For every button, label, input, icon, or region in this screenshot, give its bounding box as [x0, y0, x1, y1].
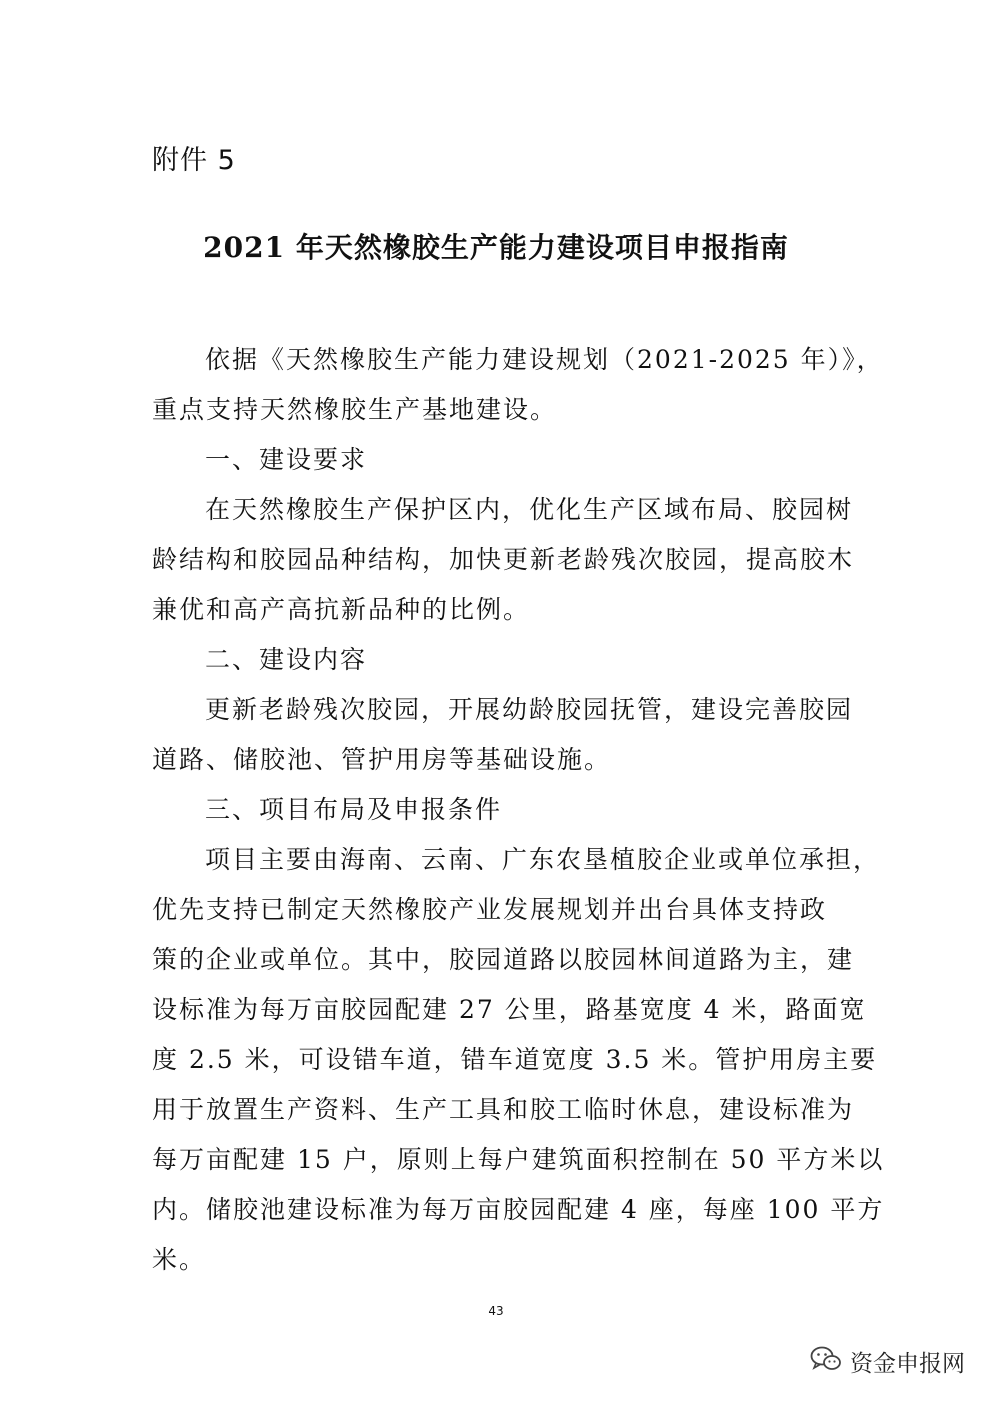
intro-line-2: 重点支持天然橡胶生产基地建设。: [152, 395, 558, 424]
wechat-icon: [810, 1345, 842, 1377]
section-1-heading: 一、建设要求: [205, 445, 368, 474]
section-3-line: 每万亩配建 15 户，原则上每户建筑面积控制在 50 平方米以: [152, 1145, 885, 1174]
section-2-heading: 二、建设内容: [205, 645, 368, 674]
document-title: 2021 年天然橡胶生产能力建设项目申报指南: [203, 231, 789, 264]
section-2-line: 更新老龄残次胶园，开展幼龄胶园抚管，建设完善胶园: [205, 695, 854, 724]
section-3-line: 度 2.5 米，可设错车道，错车道宽度 3.5 米。管护用房主要: [152, 1045, 878, 1074]
section-3-line: 内。储胶池建设标准为每万亩胶园配建 4 座，每座 100 平方: [152, 1195, 885, 1224]
attachment-label: 附件 5: [152, 145, 236, 176]
section-1-line: 在天然橡胶生产保护区内，优化生产区域布局、胶园树: [205, 495, 854, 524]
section-1-line: 兼优和高产高抗新品种的比例。: [152, 595, 531, 624]
section-3-line: 米。: [152, 1245, 207, 1274]
page-number: 43: [488, 1304, 504, 1318]
section-3-line: 优先支持已制定天然橡胶产业发展规划并出台具体支持政: [152, 895, 828, 924]
section-3-line: 设标准为每万亩胶园配建 27 公里，路基宽度 4 米，路面宽: [152, 995, 867, 1024]
section-2-line: 道路、储胶池、管护用房等基础设施。: [152, 745, 612, 774]
intro-line-1: 依据《天然橡胶生产能力建设规划（2021-2025 年）》，: [205, 345, 884, 374]
section-1-line: 龄结构和胶园品种结构，加快更新老龄残次胶园，提高胶木: [152, 545, 855, 574]
watermark-text: 资金申报网: [850, 1350, 965, 1377]
section-3-line: 策的企业或单位。其中，胶园道路以胶园林间道路为主，建: [152, 945, 855, 974]
section-3-heading: 三、项目布局及申报条件: [205, 795, 503, 824]
section-3-line: 项目主要由海南、云南、广东农垦植胶企业或单位承担，: [205, 845, 881, 874]
section-3-line: 用于放置生产资料、生产工具和胶工临时休息，建设标准为: [152, 1095, 855, 1124]
watermark: [810, 1344, 965, 1378]
